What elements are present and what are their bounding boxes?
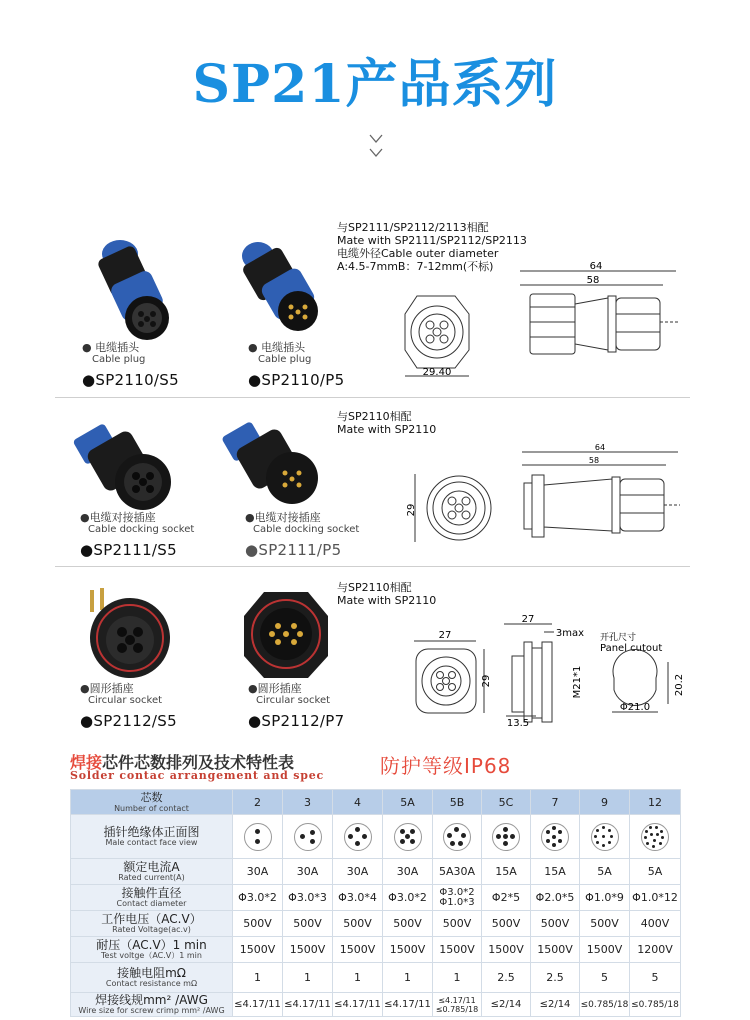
product-label-en: Circular socket — [88, 695, 163, 706]
note-line: 与SP2110相配 — [337, 410, 412, 423]
product-label-en: Cable docking socket — [253, 524, 360, 535]
ip-rating: 防护等级IP68 — [380, 754, 512, 778]
product-model: SP2112/S5 — [93, 712, 177, 730]
bullet-icon: ● — [80, 682, 90, 695]
bullet-icon: ● — [80, 712, 94, 730]
product-label-cn: 电缆插头 — [261, 341, 306, 354]
table-cell: 15A — [482, 859, 531, 885]
table-cell: 5A30A — [433, 859, 482, 885]
table-cell: Φ1.0*9 — [580, 885, 630, 911]
mating-note — [337, 410, 436, 436]
table-cell: 5A — [580, 859, 630, 885]
table-cell: 2.5 — [482, 963, 531, 993]
table-cell: 30A — [333, 859, 383, 885]
table-cell: Φ2.0*5 — [531, 885, 580, 911]
product-photo-circular-socket-s5 — [80, 584, 180, 688]
table-row — [71, 993, 681, 1017]
product-photo-cable-plug-p5 — [230, 236, 330, 340]
table-cell: ≤4.17/11 — [233, 993, 283, 1017]
product-model: SP2111/P5 — [258, 541, 342, 559]
header-cn: 芯数 — [140, 790, 163, 804]
table-cell: 1 — [283, 963, 333, 993]
spec-title-rest: 芯件芯数排列及技术特性表 — [102, 753, 295, 772]
pin-layout-icon — [344, 823, 372, 851]
row-label-en: Rated current(A) — [118, 873, 185, 882]
contact-count: 9 — [580, 790, 630, 815]
dim-length-total: 64 — [589, 261, 603, 272]
table-row — [71, 885, 681, 911]
row-label-cn: 额定电流A — [123, 860, 180, 874]
row-label-cn: 焊接线规mm² /AWG — [95, 993, 208, 1007]
table-cell: 400V — [630, 911, 681, 937]
product-docking-socket-p5 — [245, 509, 359, 559]
product-label-cn: 圆形插座 — [89, 682, 134, 695]
table-cell: 30A — [233, 859, 283, 885]
table-cell: 1500V — [580, 937, 630, 963]
row-label-en: Contact resistance mΩ — [105, 979, 198, 988]
product-label-en: Cable docking socket — [88, 524, 195, 535]
product-circular-socket-s5 — [80, 680, 177, 730]
table-row — [71, 937, 681, 963]
note-line: 电缆外径Cable outer diameter — [337, 247, 499, 260]
contact-count: 4 — [333, 790, 383, 815]
product-model: SP2111/S5 — [93, 541, 177, 559]
note-line: 与SP2111/SP2112/2113相配 — [337, 221, 489, 234]
contact-count: 3 — [283, 790, 333, 815]
table-cell: 1500V — [233, 937, 283, 963]
table-cell: 5 — [630, 963, 681, 993]
product-photo-circular-socket-p7 — [236, 584, 336, 688]
bullet-icon: ● — [82, 371, 96, 389]
row-label-en: Male contact face view — [105, 838, 198, 847]
row-label-en: Test voltge（AC.V）1 min — [101, 951, 202, 960]
table-row — [71, 963, 681, 993]
pin-layout-icon — [492, 823, 520, 851]
spec-header-row — [71, 790, 681, 815]
bullet-icon: ● — [80, 541, 94, 559]
table-cell: 500V — [531, 911, 580, 937]
pin-layout-icon — [294, 823, 322, 851]
table-cell: Φ3.0*4 — [333, 885, 383, 911]
table-cell: ≤4.17/11 — [383, 993, 433, 1017]
product-circular-socket-p7 — [248, 680, 344, 730]
pin-layout-icon — [394, 823, 422, 851]
dim-side-bottom: 13.5 — [506, 718, 530, 729]
table-cell: Φ3.0*2 — [383, 885, 433, 911]
pin-layout-icon — [591, 823, 619, 851]
dim-front: 29.40 — [422, 367, 452, 378]
table-cell: Φ3.0*2 Φ1.0*3 — [433, 885, 482, 911]
page-title: SP21产品系列 — [192, 54, 558, 115]
dim-front-height: 29 — [481, 674, 492, 688]
table-cell: ≤4.17/11 — [333, 993, 383, 1017]
contact-count: 5B — [433, 790, 482, 815]
dim-front-width: 27 — [438, 630, 452, 641]
panel-label-cn: 开孔尺寸 — [600, 633, 637, 643]
table-cell: 1500V — [531, 937, 580, 963]
contact-count: 2 — [233, 790, 283, 815]
row-label-cn: 耐压（AC.V）1 min — [96, 938, 207, 952]
table-row — [71, 815, 681, 859]
table-cell: 1500V — [283, 937, 333, 963]
chevron-down-icon — [369, 133, 383, 177]
table-cell: ≤2/14 — [531, 993, 580, 1017]
product-model: SP2110/S5 — [95, 371, 179, 389]
table-cell: ≤4.17/11 ≤0.785/18 — [433, 993, 482, 1017]
side-view-drawing — [500, 612, 595, 731]
table-cell: 1500V — [433, 937, 482, 963]
table-cell: 500V — [333, 911, 383, 937]
contact-count: 5C — [482, 790, 531, 815]
dim-panel-height: 20.2 — [674, 673, 685, 697]
contact-count: 12 — [630, 790, 681, 815]
table-cell: 500V — [233, 911, 283, 937]
dim-length-body: 58 — [586, 275, 600, 286]
row-label-cn: 工作电压（AC.V） — [101, 912, 202, 926]
dim-panel-diameter: Φ21.0 — [619, 702, 651, 713]
bullet-icon: ● — [245, 541, 259, 559]
row-label-cn: 接触电阻mΩ — [117, 966, 186, 980]
row-label-en: Rated Voltage(ac.v) — [112, 925, 191, 934]
product-cable-plug-s5 — [82, 339, 179, 389]
table-cell: Φ3.0*3 — [283, 885, 333, 911]
product-docking-socket-s5 — [80, 509, 194, 559]
table-cell: 5A — [630, 859, 681, 885]
dim-length-body: 58 — [588, 456, 600, 465]
row-label-cn: 插针绝缘体正面图 — [103, 825, 200, 839]
table-cell: ≤0.785/18 — [630, 993, 681, 1017]
side-view-drawing — [508, 443, 688, 547]
product-model: SP2112/P7 — [261, 712, 345, 730]
pin-layout-icon — [541, 823, 569, 851]
bullet-icon: ● — [245, 511, 255, 524]
table-cell: Φ1.0*12 — [630, 885, 681, 911]
note-line: Mate with SP2111/SP2112/SP2113 — [337, 234, 527, 247]
contact-count: 7 — [531, 790, 580, 815]
row-label-cn: 接触件直径 — [121, 886, 182, 900]
dim-side-flange: 3max — [555, 628, 585, 639]
table-cell: ≤0.785/18 — [580, 993, 630, 1017]
pin-layout-icon — [443, 823, 471, 851]
front-view-drawing — [405, 470, 495, 554]
spec-title-red: 焊接 — [70, 753, 103, 772]
spec-title-en: Solder contac arrangement and spec — [70, 769, 325, 782]
table-cell: 1 — [333, 963, 383, 993]
bullet-icon: ● — [82, 341, 92, 354]
table-cell: 1500V — [383, 937, 433, 963]
note-line: Mate with SP2110 — [337, 594, 437, 607]
table-cell: ≤2/14 — [482, 993, 531, 1017]
table-row — [71, 911, 681, 937]
bullet-icon: ● — [248, 712, 262, 730]
row-divider — [55, 566, 690, 567]
table-cell: 1500V — [333, 937, 383, 963]
dim-length-total: 64 — [594, 443, 606, 452]
pin-layout-icon — [641, 823, 669, 851]
row-label-en: Contact diameter — [116, 899, 187, 908]
table-cell: 2.5 — [531, 963, 580, 993]
bullet-icon: ● — [248, 371, 262, 389]
pin-layout-icon — [244, 823, 272, 851]
table-row — [71, 859, 681, 885]
spec-table — [70, 789, 681, 1017]
bullet-icon: ● — [248, 341, 258, 354]
row-divider — [55, 397, 690, 398]
dim-side-thread: M21*1 — [572, 665, 583, 699]
table-cell: 1 — [383, 963, 433, 993]
row-label-en: Wire size for screw crimp mm² /AWG — [78, 1006, 225, 1015]
table-cell: Φ3.0*2 — [233, 885, 283, 911]
table-cell: 500V — [433, 911, 482, 937]
product-label-cn: 电缆对接插座 — [89, 511, 156, 524]
product-label-en: Circular socket — [256, 695, 331, 706]
note-line: A:4.5-7mmB：7-12mm(不标) — [337, 260, 494, 273]
mating-note — [337, 221, 527, 273]
table-cell: 500V — [580, 911, 630, 937]
table-cell: 30A — [283, 859, 333, 885]
front-view-drawing — [403, 288, 483, 387]
table-cell: ≤4.17/11 — [283, 993, 333, 1017]
product-label-en: Cable plug — [258, 354, 312, 365]
bullet-icon: ● — [80, 511, 90, 524]
product-photo-docking-socket-p5 — [222, 418, 332, 522]
table-cell: 500V — [283, 911, 333, 937]
table-cell: 1 — [433, 963, 482, 993]
panel-cutout-drawing — [598, 632, 693, 721]
table-cell: 1 — [233, 963, 283, 993]
contact-count: 5A — [383, 790, 433, 815]
bullet-icon: ● — [248, 682, 258, 695]
product-label-cn: 圆形插座 — [257, 682, 302, 695]
table-cell: 500V — [383, 911, 433, 937]
note-line: Mate with SP2110 — [337, 423, 437, 436]
product-model: SP2110/P5 — [261, 371, 345, 389]
table-cell: 15A — [531, 859, 580, 885]
table-cell: 500V — [482, 911, 531, 937]
product-photo-cable-plug-s5 — [75, 236, 175, 350]
product-photo-docking-socket-s5 — [75, 418, 185, 522]
dim-front: 29 — [406, 503, 417, 517]
product-label-cn: 电缆对接插座 — [254, 511, 321, 524]
table-cell: 1500V — [482, 937, 531, 963]
product-label-en: Cable plug — [92, 354, 146, 365]
front-view-drawing — [410, 627, 490, 726]
panel-label-en: Panel cutout — [600, 643, 663, 654]
side-view-drawing — [508, 262, 688, 376]
table-cell: 5 — [580, 963, 630, 993]
table-cell: Φ2*5 — [482, 885, 531, 911]
product-label-cn: 电缆插头 — [95, 341, 140, 354]
header-en: Number of contact — [114, 803, 189, 813]
mating-note — [337, 581, 436, 607]
note-line: 与SP2110相配 — [337, 581, 412, 594]
table-cell: 1200V — [630, 937, 681, 963]
table-cell: 30A — [383, 859, 433, 885]
product-cable-plug-p5 — [248, 339, 344, 389]
dim-side-width: 27 — [521, 614, 535, 625]
